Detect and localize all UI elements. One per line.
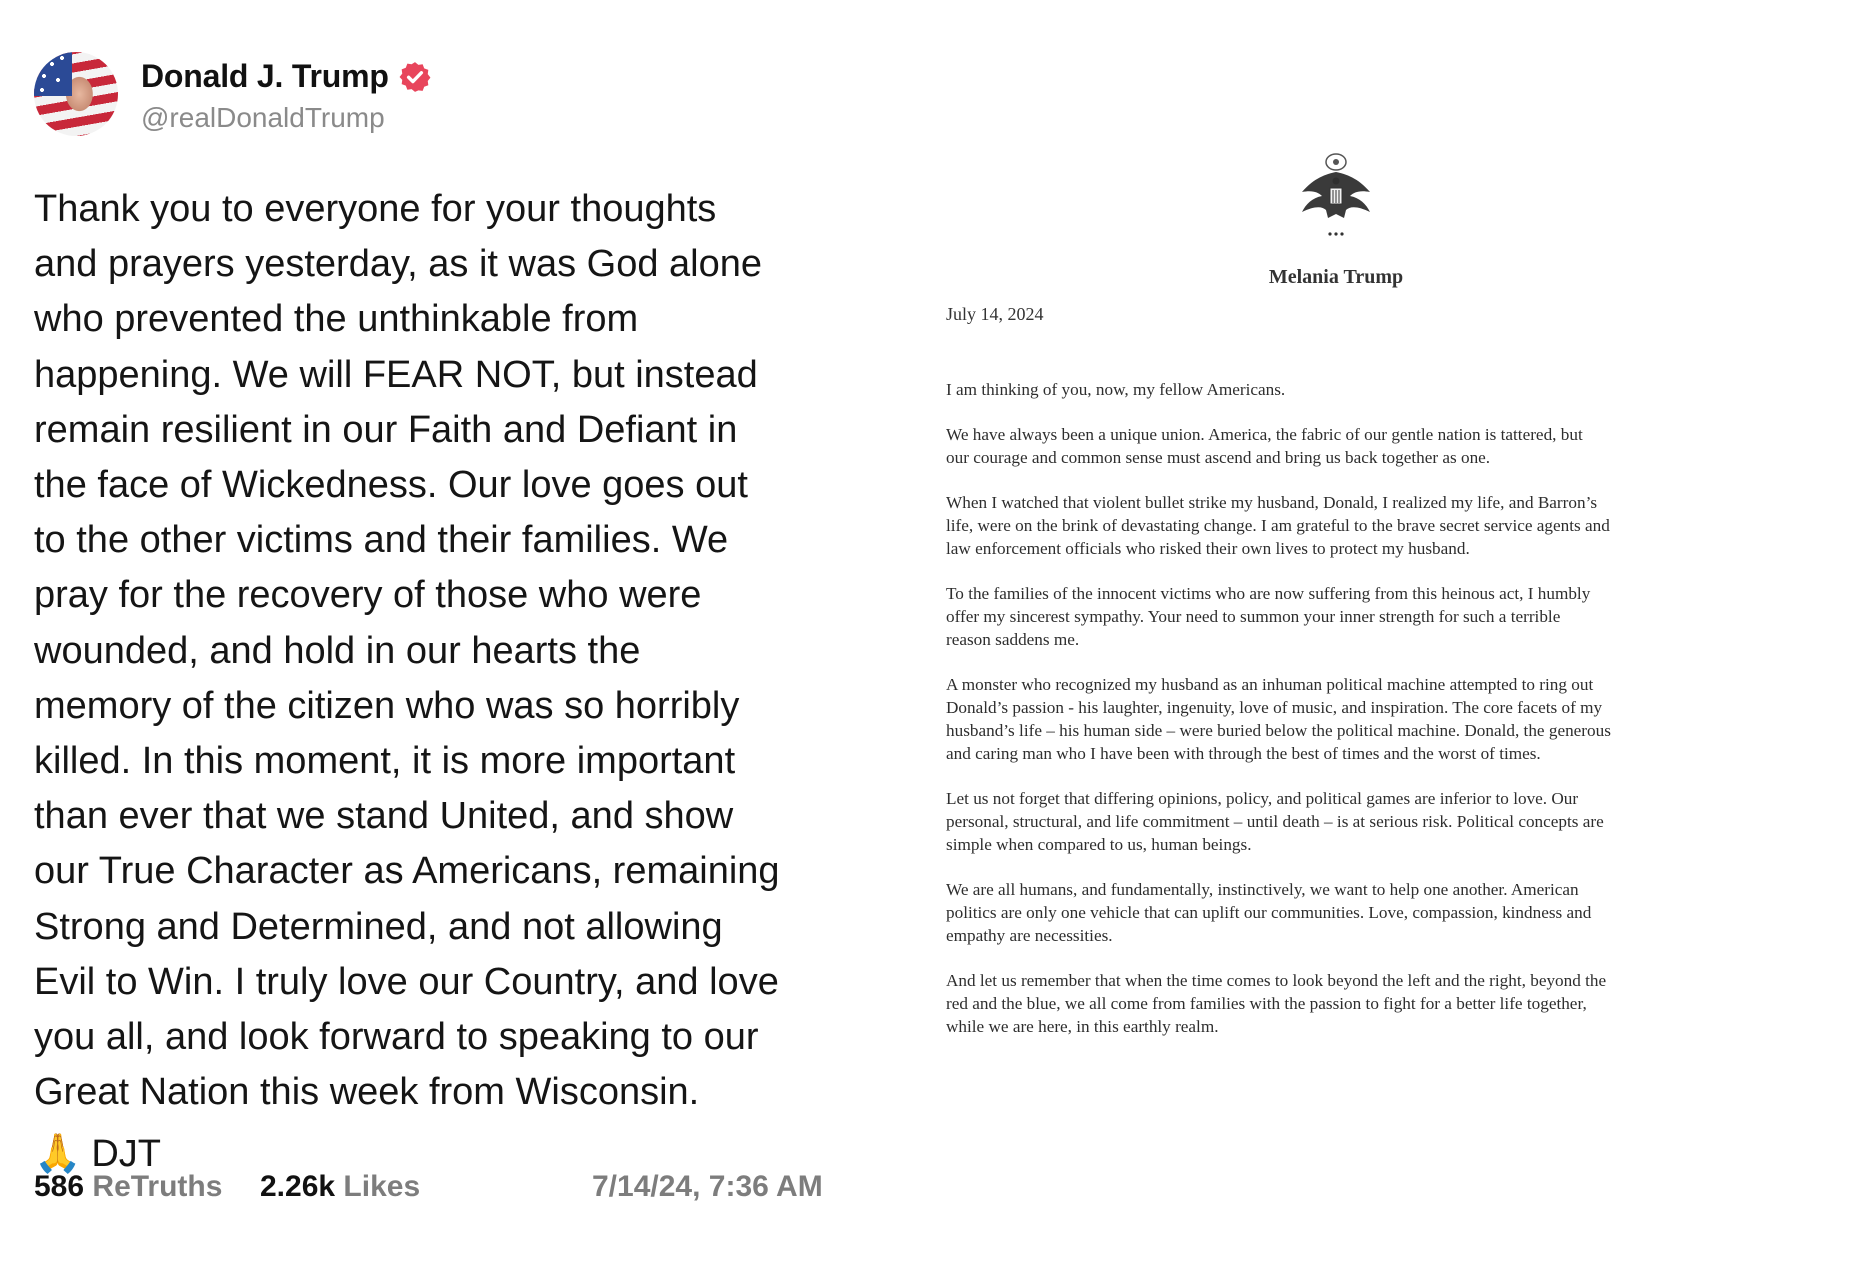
verified-badge-icon — [398, 60, 432, 94]
letter-date: July 14, 2024 — [946, 304, 1044, 324]
letter-paragraph: When I watched that violent bullet strike my husband, Donald, I realized my life, and Barron’s life, were on the brink of devastating change. I am grateful to the brave secret service agents and law enforcement officials who risked their own lives to protect my husband. — [946, 493, 1610, 558]
letter-paragraph: We have always been a unique union. America, the fabric of our gentle nation is tattered, but our courage and common sense must ascend and bring us back together as one. — [946, 425, 1583, 467]
signoff-text: DJT — [91, 1132, 161, 1175]
retruths-count: 586 — [34, 1170, 85, 1203]
display-name[interactable]: Donald J. Trump — [141, 58, 389, 94]
retruths-stat[interactable] — [34, 1170, 222, 1204]
avatar[interactable] — [34, 52, 118, 136]
letter-body — [946, 378, 1726, 1060]
likes-label: Likes — [343, 1170, 421, 1203]
letter-paragraph: Let us not forget that differing opinions, policy, and political games are inferior to love. Our personal, structural, and life commitment – until death – is at serious risk. Political concepts are simple when compared to us, human beings. — [946, 789, 1604, 854]
user-handle[interactable]: @realDonaldTrump — [141, 102, 385, 133]
letter-paragraph: And let us remember that when the time comes to look beyond the left and the right, beyond the red and the blue, we all come from families with the passion to fight for a better life together, while we are here, in this earthly realm. — [946, 971, 1607, 1036]
letter-paragraph: A monster who recognized my husband as an inhuman political machine attempted to ring out Donald’s passion - his laughter, ingenuity, love of music, and inspiration. The core facets of my husband’s life – his human side – were buried below the political machine. Donald, the generous and caring man who I have been with through the best of times and the worst of times. — [946, 675, 1611, 763]
retruths-label: ReTruths — [92, 1170, 223, 1203]
truth-post — [34, 52, 864, 1176]
post-timestamp[interactable]: 7/14/24, 7:36 AM — [592, 1170, 823, 1203]
post-header — [34, 52, 864, 142]
letter-paragraph: To the families of the innocent victims who are now suffering from this heinous act, I humbly offer my sincerest sympathy. Your need to summon your inner strength for such a terrible reason saddens me. — [946, 584, 1591, 649]
name-row — [141, 58, 432, 95]
eagle-seal-icon — [1296, 148, 1376, 248]
praying-hands-icon: 🙏 — [34, 1133, 82, 1176]
letter-paragraph: I am thinking of you, now, my fellow Americans. — [946, 380, 1286, 399]
likes-stat[interactable] — [260, 1170, 420, 1204]
letter-paragraph: We are all humans, and fundamentally, instinctively, we want to help one another. American politics are only one vehicle that can uplift our communities. Love, compassion, kindness and empathy are necessities. — [946, 880, 1592, 945]
likes-count: 2.26k — [260, 1170, 336, 1203]
post-body: Thank you to everyone for your thoughts and prayers yesterday, as it was God alone who prevented the unthinkable from happening. We will FEAR NOT, but instead remain resilient in our Faith and Defiant in the face of Wickedness. Our love goes out to the other victims and their families. We pray for the recovery of those who were wounded, and hold in our hearts the memory of the citizen who was so horribly killed. In this moment, it is more important than ever that we stand United, and show our True Character as Americans, remaining Strong and Determined, and not allowing Evil to Win. I truly love our Country, and love you all, and look forward to speaking to our Great Nation this week from Wisconsin. — [34, 188, 780, 1114]
letter-signatory: Melania Trump — [1268, 266, 1404, 288]
